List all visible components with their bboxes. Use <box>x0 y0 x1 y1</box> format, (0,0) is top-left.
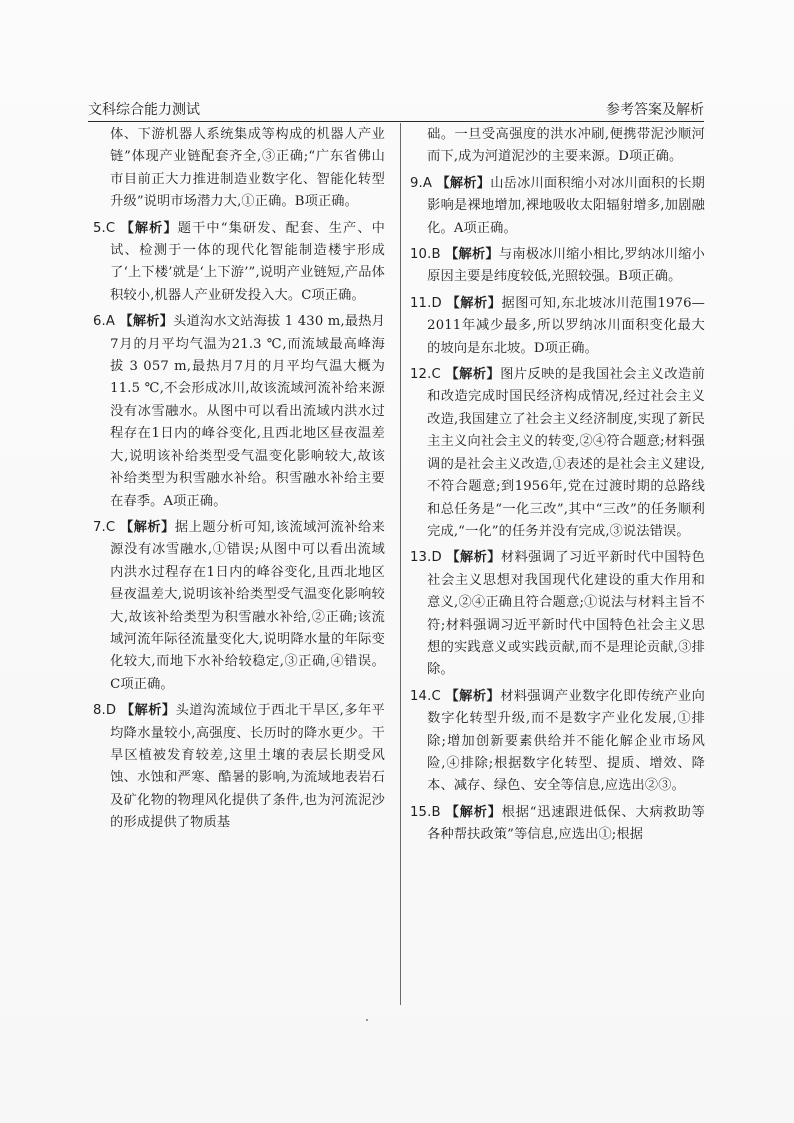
item-number: 14. <box>410 688 432 704</box>
answer-item <box>93 311 385 513</box>
page-header <box>88 103 704 122</box>
item-text: 据图可知,东北坡冰川范围1976—2011年减少最多,所以罗纳冰川面积变化最大的坡向是东北坡。D项正确。 <box>427 295 705 356</box>
item-answer: D <box>431 550 442 566</box>
header-right-title: 参考答案及解析 <box>606 102 704 118</box>
analysis-tag: 【解析】 <box>445 804 502 820</box>
answer-item <box>410 293 705 360</box>
item-text: 础。一旦受高强度的洪水冲刷,便携带泥沙顺河而下,成为河道泥沙的主要来源。D项正确。 <box>427 127 705 165</box>
item-number: 5. <box>93 220 106 236</box>
right-column <box>410 124 705 851</box>
item-text: 根据“迅速跟进低保、大病救助等各种帮扶政策”等信息,应选出①;根据 <box>427 804 705 843</box>
answer-item <box>93 124 385 214</box>
header-left-title: 文科综合能力测试 <box>88 102 200 118</box>
analysis-tag: 【解析】 <box>436 175 491 191</box>
answer-item <box>93 517 385 696</box>
answer-item <box>410 244 705 289</box>
item-text: 山岳冰川面积缩小对冰川面积的长期影响是裸地增加,裸地吸收太阳辐射增多,加剧融化。A项正确。 <box>427 175 705 236</box>
item-answer: C <box>431 367 441 383</box>
answer-item <box>93 700 385 834</box>
item-answer: A <box>422 175 433 191</box>
answer-item <box>410 124 705 169</box>
answer-item <box>410 173 705 240</box>
item-answer: A <box>105 314 116 330</box>
left-column <box>93 124 385 839</box>
item-text: 体、下游机器人系统集成等构成的机器人产业链”体现产业链配套齐全,③正确;“广东省佛山市目前正大力推进制造业数字化、智能化转型升级”说明市场潜力大,①正确。B项正确。 <box>110 127 385 210</box>
item-text: 与南极冰川缩小相比,罗纳冰川缩小原因主要是纬度较低,光照较强。B项正确。 <box>427 247 706 285</box>
analysis-tag: 【解析】 <box>446 295 502 311</box>
item-text: 头道沟水文站海拔 1 430 m,最热月7月的月平均气温为21.3 ℃,而流域最高峰海拔 3 057 m,最热月7月的月平均气温大概为11.5 ℃,不会形成冰川,故该流域河流补给来源没有冰雪融水。从图中可以看出流域内洪水过程存在1日内的峰谷变化,且西北地区昼夜温差大,说明该补给类型受气温变化影响较大,故该补给类型为积雪融水补给。积雪融水补给主要在春季。A项正确。 <box>110 314 385 509</box>
answer-item <box>410 364 705 543</box>
answer-item <box>410 547 705 681</box>
item-answer: D <box>105 703 117 719</box>
analysis-tag: 【解析】 <box>119 519 175 535</box>
analysis-tag: 【解析】 <box>120 220 178 236</box>
item-text: 图片反映的是我国社会主义改造前和改造完成时国民经济构成情况,经过社会主义改造,我国建立了社会主义经济制度,实现了新民主主义向社会主义的转变,②④符合题意;材料强调的是社会主义改造,①表述的是社会主义建设,不符合题意;到1956年,党在过渡时期的总路线和总任务是“一化三改”,其中“三改”的任务顺利完成,“一化”的任务并没有完成,③说法错误。 <box>427 367 706 539</box>
item-answer: B <box>431 247 441 263</box>
item-number: 11. <box>410 295 432 311</box>
item-number: 13. <box>410 550 432 566</box>
answer-item <box>93 218 385 308</box>
item-answer: D <box>431 295 442 311</box>
item-number: 7. <box>93 519 106 535</box>
item-number: 12. <box>410 367 432 383</box>
item-text: 材料强调产业数字化即传统产业向数字化转型升级,而不是数字产业化发展,①排除;增加创新要素供给并不能化解企业市场风险,④排除;根据数字化转型、提质、增效、降本、减存、绿色、安全等信息,应选出②③。 <box>427 688 706 794</box>
scan-speck <box>366 1019 368 1021</box>
item-answer: C <box>105 220 116 236</box>
analysis-tag: 【解析】 <box>120 703 176 719</box>
answer-item <box>410 802 705 847</box>
analysis-tag: 【解析】 <box>445 367 501 383</box>
analysis-tag: 【解析】 <box>446 550 501 566</box>
item-answer: C <box>431 688 441 704</box>
item-text: 题干中“集研发、配套、生产、中试、检测于一体的现代化智能制造楼宇形成了‘上下楼’就是‘上下游’”,说明产业链短,产品体积较小,机器人产业研发投入大。C项正确。 <box>110 220 385 303</box>
analysis-tag: 【解析】 <box>119 314 174 330</box>
analysis-tag: 【解析】 <box>445 247 499 263</box>
item-text: 头道沟流域位于西北干旱区,多年平均降水量较小,高强度、长历时的降水更少。干旱区植被发育较差,这里土壤的表层长期受风蚀、水蚀和严寒、酷暑的影响,为流域地表岩石及矿化物的物理风化提供了条件,也为河流泥沙的形成提供了物质基 <box>110 703 385 831</box>
item-number: 10. <box>410 247 432 263</box>
item-number: 15. <box>410 804 432 820</box>
item-text: 材料强调了习近平新时代中国特色社会主义思想对我国现代化建设的重大作用和意义,②④正确且符合题意;①说法与材料主旨不符;材料强调习近平新时代中国特色社会主义思想的实践意义或实践贡献,而不是理论贡献,③排除。 <box>427 550 706 678</box>
item-number: 6. <box>93 314 106 330</box>
item-answer: B <box>431 804 441 820</box>
answer-item <box>410 686 705 798</box>
column-divider <box>400 123 401 1005</box>
item-text: 据上题分析可知,该流域河流补给来源没有冰雪融水,①错误;从图中可以看出流域内洪水过程存在1日内的峰谷变化,且西北地区昼夜温差大,说明该补给类型受气温变化影响较大,故该补给类型为积雪融水补给,②正确;该流域河流年际径流量变化大,说明降水量的年际变化较大,而地下水补给较稳定,③正确,④错误。C项正确。 <box>110 519 386 692</box>
item-answer: C <box>105 519 116 535</box>
item-number: 9. <box>410 175 423 191</box>
item-number: 8. <box>93 703 106 719</box>
analysis-tag: 【解析】 <box>445 688 501 704</box>
